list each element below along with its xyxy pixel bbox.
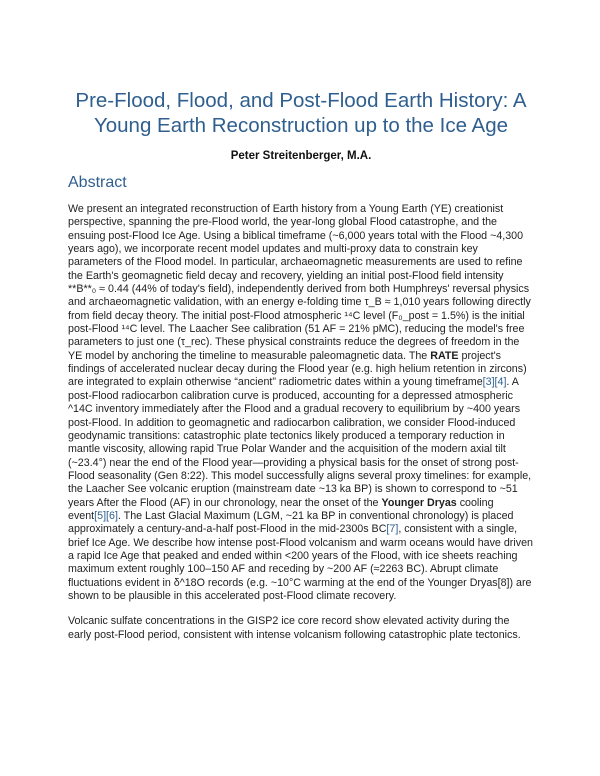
abstract-text: cooling event bbox=[68, 496, 494, 522]
abstract-text: , consistent with a single, brief Ice Age. We describe how intense post-Flood volcanism and warm oceans would have driven a rapid Ice Age that peaked and ended within <200 years of the Flood, with ice sheets reaching maximum extent roughly 100–150 AF and receding by ~200 AF (≈2263 BC). Abrupt climate fluctuations evident in δ^18O records (e.g. ~10°C warming at the end of the Younger Dryas[8]) are shown to be plausible in this accelerated post-Flood climate recovery. bbox=[68, 523, 533, 602]
rate-bold-term: RATE bbox=[430, 349, 459, 362]
abstract-paragraph bbox=[68, 203, 534, 603]
abstract-text: . A post-Flood radiocarbon calibration curve is produced, accounting for a depressed atmospheric ^14C inventory immediately after the Flood and a gradual recovery to equilibrium by ~400 years post-Flood. In addition to geomagnetic and radiocarbon calibration, we consider Flood-induced geodynamic transitions: catastrophic plate tectonics likely produced a temporary reduction in mantle viscosity, allowing rapid True Polar Wander and the acquisition of the modern axial tilt (~23.4°) near the end of the Flood year—providing a physical basis for the onset of strong post-Flood seasonality (Gen 8:22). This model successfully aligns several proxy timelines: for example, the Laacher See volcanic eruption (mainstream date ~13 ka BP) is shown to correspond to ~51 years After the Flood (AF) in our chronology, near the onset of the bbox=[68, 376, 532, 509]
abstract-text: We present an integrated reconstruction of Earth history from a Young Earth (YE) creationist perspective, spanning the pre-Flood world, the year-long global Flood catastrophe, and the ensuing post-Flood Ice Age. Using a biblical timeframe (~6,000 years total with the Flood ~4,300 years ago), we incorporate recent model updates and multi-proxy data to constrain key parameters of the Flood model. In particular, archaeomagnetic measurements are used to refine the Earth's geomagnetic field decay and recovery, yielding an initial post-Flood field intensity **B**₀ ≈ 0.44 (44% of today's field), independently derived from both Humphreys' reversal physics and archaeomagnetic validation, with an energy e-folding time τ_B ≈ 1,010 years following directly from field decay theory. The initial post-Flood atmospheric ¹⁴C level (F₀_post = 1.5%) is the initial post-Flood ¹⁴C level. The Laacher See calibration (51 AF = 21% pMC), reducing the model's free parameters to just one (τ_rec). These physical constraints reduce the degrees of freedom in the YE model by anchoring the timeline to measurable paleomagnetic data. The bbox=[68, 203, 531, 362]
citation-link-7[interactable]: [7] bbox=[386, 523, 399, 536]
citation-link-3-4[interactable]: [3][4] bbox=[482, 376, 507, 389]
author-name: Peter Streitenberger, M.A. bbox=[230, 150, 372, 162]
body-paragraph: Volcanic sulfate concentrations in the GISP2 ice core record show elevated activity during the early post-Flood period, consistent with intense volcanism following catastrophic plate tectonics. bbox=[68, 615, 521, 641]
abstract-text: project's findings of accelerated nuclear decay during the Flood year (e.g. high helium retention in zircons) are integrated to explain otherwise “ancient” radiometric dates within a young timeframe bbox=[68, 349, 527, 389]
younger-dryas-bold-term: Younger Dryas bbox=[381, 496, 457, 509]
citation-link-5-6[interactable]: [5][6] bbox=[94, 509, 118, 522]
abstract-text: . The Last Glacial Maximum (LGM, ~21 ka BP in conventional chronology) is placed approximately a century-and-a-half post-Flood in the mid-2300s BC bbox=[68, 509, 514, 536]
paper-title: Pre-Flood, Flood, and Post-Flood Earth History: A Young Earth Reconstruction up to the Ice Age bbox=[75, 89, 527, 137]
abstract-heading: Abstract bbox=[68, 174, 127, 191]
